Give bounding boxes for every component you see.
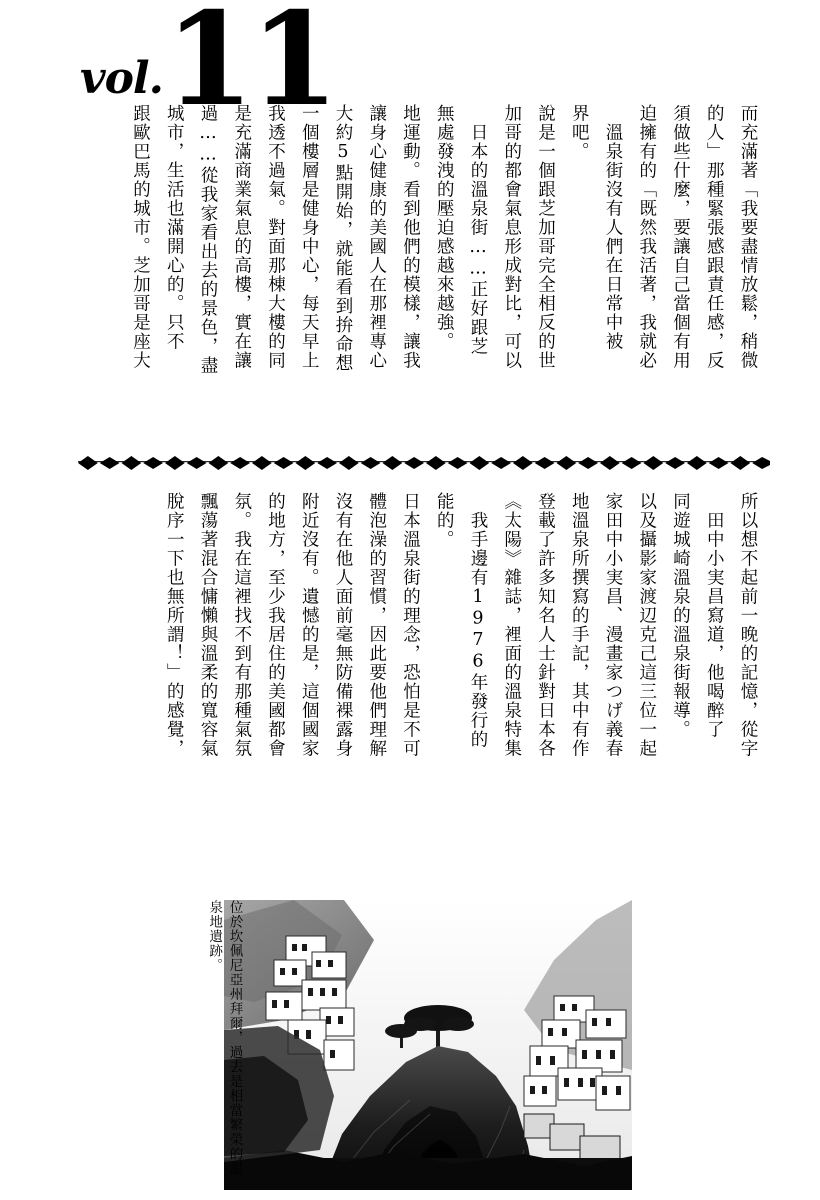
text-column: 溫泉街沒有人們在日常中被 bbox=[603, 104, 623, 351]
text-column: 過……從我家看出去的景色，盡 bbox=[198, 104, 218, 375]
text-column: 飄蕩著混合慵懶與溫柔的寬容氣 bbox=[198, 492, 218, 758]
text-column: 是充滿商業氣息的高樓，實在讓 bbox=[231, 104, 252, 370]
text-column: 加哥的都會氣息形成對比，可以 bbox=[501, 104, 522, 370]
text-column: 我手邊有1976年發行的 bbox=[468, 492, 488, 749]
text-column: 日本的溫泉街……正好跟芝 bbox=[468, 104, 488, 356]
volume-label: vol. bbox=[80, 52, 163, 104]
text-column: 城市，生活也滿開心的。只不 bbox=[164, 104, 185, 351]
text-column: 脫序一下也無所謂！」的感覺， bbox=[164, 492, 185, 758]
text-column: 的地方，至少我居住的美國都會 bbox=[265, 492, 286, 758]
text-column: 迫擁有的「既然我活著，我就必 bbox=[636, 104, 657, 370]
text-column: 氛。我在這裡找不到有那種氣氛 bbox=[231, 492, 252, 758]
top-text-block bbox=[121, 104, 762, 434]
text-column: 說是一個跟芝加哥完全相反的世 bbox=[535, 104, 556, 370]
text-column: 地運動。看到他們的模樣，讓我 bbox=[400, 104, 421, 370]
text-column: 須做些什麼，要讓自己當個有用 bbox=[670, 104, 691, 370]
text-column: 能的。 bbox=[434, 492, 455, 549]
text-column: 無處發洩的壓迫感越來越強。 bbox=[434, 104, 455, 351]
photo-figure bbox=[224, 900, 632, 1190]
text-column: 所以想不起前一晚的記憶，從字 bbox=[738, 492, 758, 758]
text-column: 同遊城崎溫泉的溫泉街報導。 bbox=[670, 492, 691, 739]
text-column: 地溫泉所撰寫的手記，其中有作 bbox=[569, 492, 590, 758]
text-column: 附近沒有。遺憾的是，這個國家 bbox=[299, 492, 320, 758]
text-column: 日本溫泉街的理念，恐怕是不可 bbox=[400, 492, 421, 758]
hot-spring-ruins-photo bbox=[224, 900, 632, 1190]
text-column: 而充滿著「我要盡情放鬆，稍微 bbox=[738, 104, 758, 370]
text-column: 的人」那種緊張感跟責任感，反 bbox=[704, 104, 725, 370]
text-column: 讓身心健康的美國人在那裡專心 bbox=[366, 104, 387, 370]
text-column: 界吧。 bbox=[569, 104, 590, 161]
ornamental-divider bbox=[78, 452, 770, 474]
middle-text-block bbox=[155, 492, 763, 822]
volume-number: 11 bbox=[164, 0, 336, 135]
text-column: 大約5點開始，就能看到拚命想 bbox=[333, 104, 353, 373]
text-column: 登載了許多知名人士針對日本各 bbox=[535, 492, 556, 758]
text-column: 田中小実昌寫道，他喝醉了 bbox=[704, 492, 725, 739]
text-column: 家田中小実昌、漫畫家つげ義春 bbox=[603, 492, 623, 758]
text-column: 體泡澡的習慣，因此要他們理解 bbox=[366, 492, 387, 758]
volume-heading bbox=[80, 0, 336, 135]
photo-caption: 位於坎佩尼亞州拜爾，過去是相當繁榮的溫泉地遺跡。 bbox=[206, 900, 243, 1176]
text-column: 我透不過氣。對面那棟大樓的同 bbox=[265, 104, 286, 370]
text-column: 一個樓層是健身中心，每天早上 bbox=[299, 104, 320, 370]
text-column: 跟歐巴馬的城市。芝加哥是座大 bbox=[130, 104, 151, 370]
text-column: 《太陽》雜誌，裡面的溫泉特集 bbox=[501, 492, 522, 758]
text-column: 以及攝影家渡辺克己這三位一起 bbox=[636, 492, 657, 758]
text-column: 沒有在他人面前毫無防備裸露身 bbox=[333, 492, 353, 758]
